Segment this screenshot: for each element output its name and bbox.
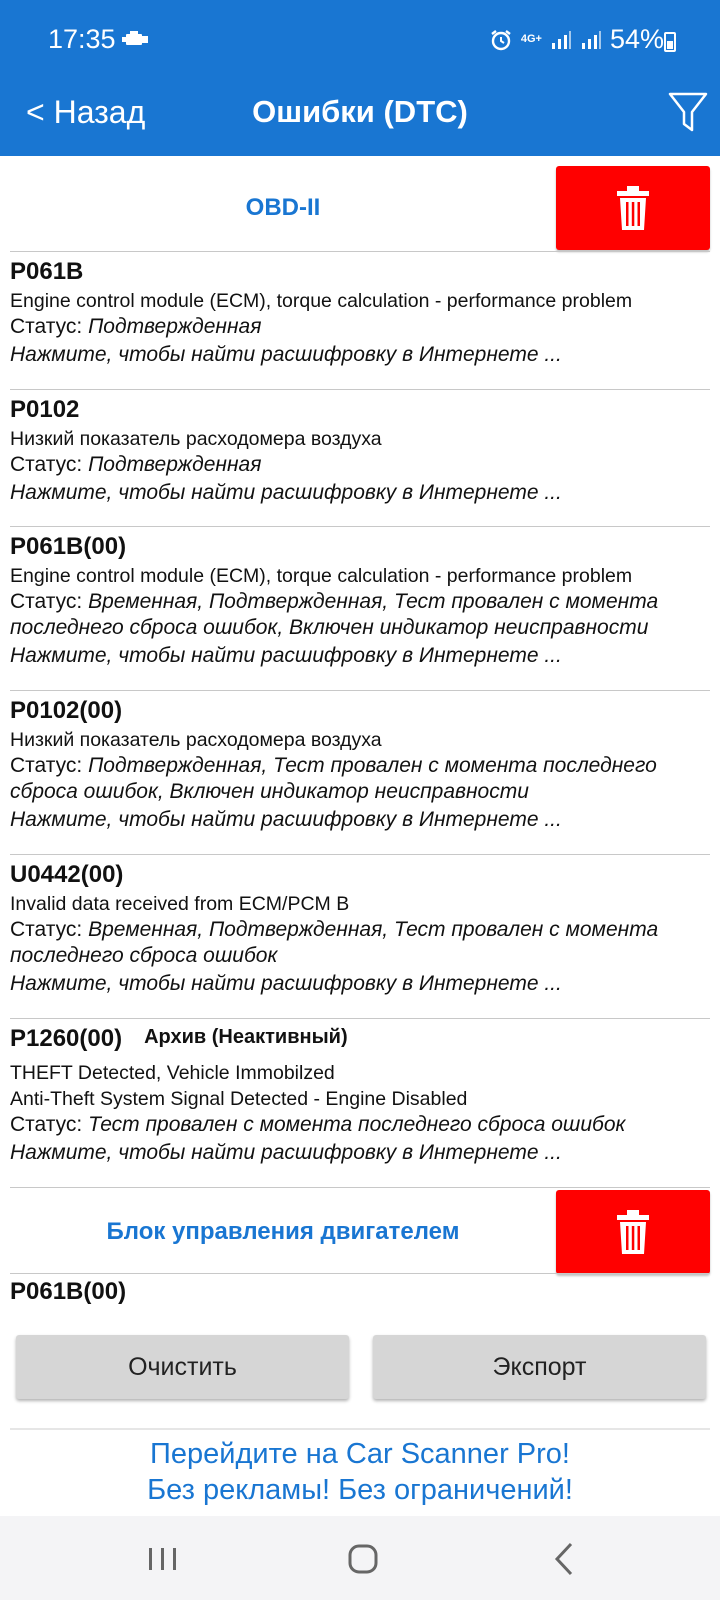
system-nav-bar [0, 1516, 720, 1600]
divider [10, 1187, 710, 1188]
divider [10, 1018, 710, 1019]
status-value: Тест провален с момента последнего сброса ошибок [88, 1113, 626, 1136]
dtc-status [10, 452, 710, 478]
dtc-item[interactable] [10, 256, 710, 370]
dtc-code: P0102 [10, 396, 80, 423]
section-title: OBD-II [245, 194, 321, 221]
section-header-obd2 [10, 166, 710, 250]
status-label: Статус: [10, 453, 89, 476]
divider [10, 690, 710, 691]
dtc-search-hint: Нажмите, чтобы найти расшифровку в Интернете ... [10, 972, 562, 995]
battery-percent: 54% [609, 24, 664, 54]
check-engine-icon [122, 31, 148, 47]
back-button[interactable]: < Назад [26, 94, 146, 130]
dtc-description: Низкий показатель расходомера воздуха [10, 729, 382, 751]
dtc-status [10, 917, 710, 969]
dtc-code: P0102(00) [10, 697, 123, 724]
dtc-code: P1260(00) [10, 1025, 123, 1052]
export-button[interactable]: Экспорт [373, 1335, 706, 1399]
dtc-code-row [10, 1023, 710, 1056]
home-icon[interactable] [333, 1538, 393, 1578]
dtc-item[interactable] [10, 695, 710, 835]
dtc-description: THEFT Detected, Vehicle Immobilzed [10, 1062, 335, 1084]
recent-apps-icon[interactable] [133, 1538, 193, 1578]
dtc-description: Низкий показатель расходомера воздуха [10, 428, 382, 450]
status-label: Статус: [10, 590, 89, 613]
dtc-search-hint: Нажмите, чтобы найти расшифровку в Интернете ... [10, 481, 562, 504]
dtc-item[interactable] [10, 394, 710, 508]
status-value: Подтвержденная, Тест провален с момента последнего сброса ошибок, Включен индикатор неисправности [10, 754, 657, 803]
dtc-search-hint: Нажмите, чтобы найти расшифровку в Интернете ... [10, 1141, 562, 1164]
status-label: Статус: [10, 918, 89, 941]
page-title: Ошибки (DTC) [252, 94, 468, 129]
signal-icon [550, 29, 572, 51]
dtc-status [10, 589, 710, 641]
filter-icon[interactable] [666, 88, 710, 136]
dtc-search-hint: Нажмите, чтобы найти расшифровку в Интернете ... [10, 808, 562, 831]
promo-line-2: Без рекламы! Без ограничений! [147, 1474, 573, 1506]
status-label: Статус: [10, 1113, 89, 1136]
dtc-description: Invalid data received from ECM/PCM B [10, 893, 350, 915]
dtc-item[interactable] [10, 531, 710, 671]
network-type: 4G+ [520, 33, 542, 45]
dtc-search-hint: Нажмите, чтобы найти расшифровку в Интернете ... [10, 343, 562, 366]
battery-icon [664, 32, 676, 52]
status-value: Подтвержденная [88, 315, 262, 338]
dtc-search-hint: Нажмите, чтобы найти расшифровку в Интернете ... [10, 644, 562, 667]
trash-icon [616, 185, 650, 231]
divider [10, 854, 710, 855]
status-bar [0, 0, 720, 80]
section-header-ecu [10, 1190, 710, 1274]
dtc-description: Engine control module (ECM), torque calculation - performance problem [10, 565, 633, 587]
dtc-code: U0442(00) [10, 861, 124, 888]
status-icons [489, 24, 664, 55]
divider [10, 1273, 710, 1274]
dtc-item[interactable] [10, 859, 710, 999]
dtc-code: P061B(00) [10, 1278, 127, 1304]
dtc-description: Engine control module (ECM), torque calculation - performance problem [10, 290, 633, 312]
delete-section-button[interactable] [556, 166, 710, 250]
promo-line-1: Перейдите на Car Scanner Pro! [150, 1438, 570, 1470]
dtc-code: P061B(00) [10, 533, 127, 560]
dtc-description: Anti-Theft System Signal Detected - Engine Disabled [10, 1088, 468, 1110]
clear-button[interactable]: Очистить [16, 1335, 349, 1399]
dtc-status [10, 314, 710, 340]
alarm-icon [489, 28, 513, 52]
section-title: Блок управления двигателем [106, 1218, 460, 1245]
status-time: 17:35 [48, 24, 116, 54]
dtc-item[interactable] [10, 1023, 710, 1168]
app-bar [0, 80, 720, 156]
status-value: Временная, Подтвержденная, Тест провален с момента последнего сброса ошибок [10, 918, 659, 967]
divider [10, 1428, 710, 1430]
status-label: Статус: [10, 754, 89, 777]
dtc-item[interactable] [10, 1276, 710, 1304]
status-value: Временная, Подтвержденная, Тест провален с момента последнего сброса ошибок, Включен индикатор неисправности [10, 590, 659, 639]
status-value: Подтвержденная [88, 453, 262, 476]
status-label: Статус: [10, 315, 89, 338]
dtc-code: P061B [10, 258, 84, 285]
dtc-status [10, 1112, 710, 1138]
archive-label: Архив (Неактивный) [144, 1026, 348, 1048]
divider [10, 389, 710, 390]
back-nav-icon[interactable] [535, 1538, 595, 1578]
pro-promo-banner[interactable] [0, 1436, 720, 1508]
trash-icon [616, 1209, 650, 1255]
divider [10, 251, 710, 252]
dtc-status [10, 753, 710, 805]
delete-section-button[interactable] [556, 1190, 710, 1274]
divider [10, 526, 710, 527]
signal-icon [580, 29, 602, 51]
